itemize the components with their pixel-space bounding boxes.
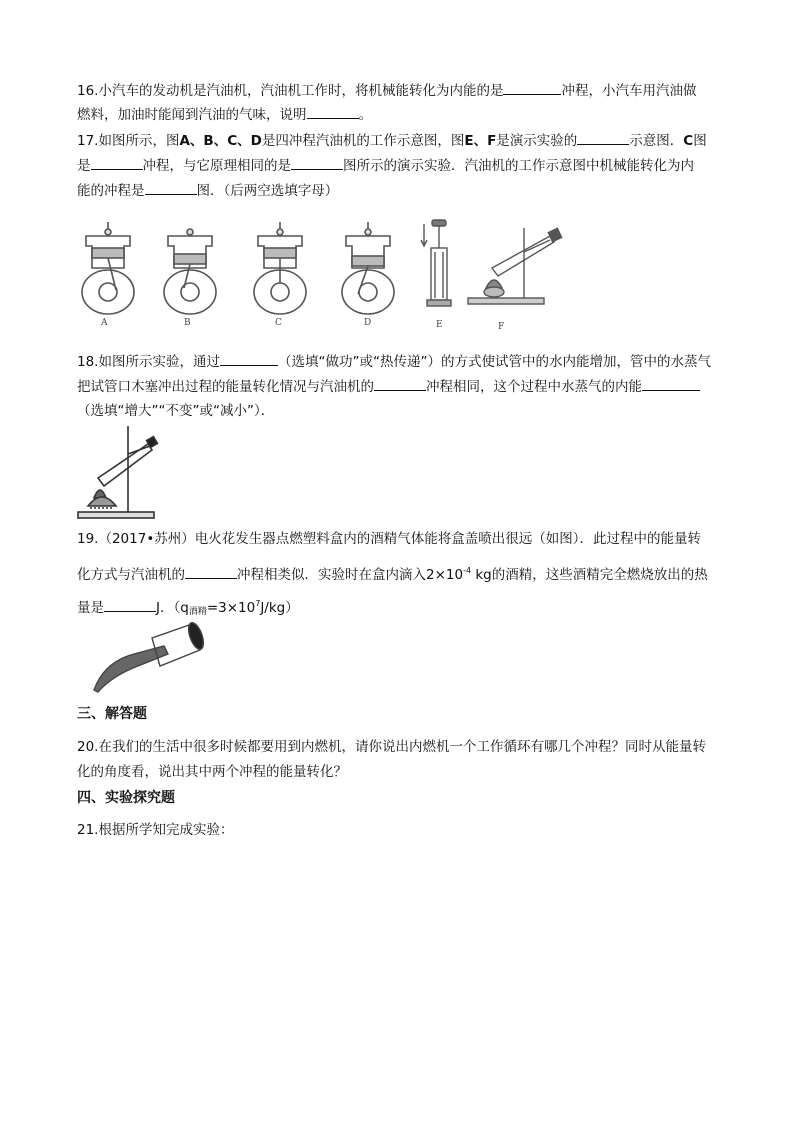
figure-label-a: A: [101, 318, 108, 328]
q18-line2: 把试管口木塞冲出过程的能量转化情况与汽油机的 冲程相同，这个过程中水蒸气的内能: [77, 376, 700, 397]
q17-line1: 17.如图所示，图A、B、C、D是四冲程汽油机的工作示意图，图E、F是演示实验的 示意图．C图: [77, 130, 707, 151]
q18-blank-2[interactable]: [374, 376, 426, 391]
figure-label-b: B: [184, 318, 191, 328]
q17-blank-4[interactable]: [145, 180, 197, 195]
section-title-experiment: 四、实验探究题: [77, 790, 175, 806]
q18-line1: 18.如图所示实验，通过 （选填“做功”或“热传递”）的方式使试管中的水内能增加，管中的水蒸气: [77, 351, 711, 372]
q19-blank-2[interactable]: [104, 597, 156, 612]
q18-line3: （选填“增大”“不变”或“减小”）．: [77, 403, 275, 419]
q17-blank-2[interactable]: [91, 155, 143, 170]
q19-line2: 化方式与汽油机的 冲程相类似．实验时在盒内滴入$2\times 10^{-4}$ kg的酒精，这些酒精完全燃烧放出的热: [77, 566, 708, 583]
figure-label-c: C: [275, 318, 282, 328]
q20-line2: 化的角度看，说出其中两个冲程的能量转化？: [77, 764, 347, 780]
q18-blank-1[interactable]: [220, 351, 278, 366]
engine-figure-d: [336, 218, 400, 316]
q20-line1: 20.在我们的生活中很多时候都要用到内燃机，请你说出内燃机一个工作循环有哪几个冲程？同时从能量转: [77, 739, 706, 755]
q17-line3: 能的冲程是 图．（后两空选填字母）: [77, 180, 338, 201]
q16-blank-1[interactable]: [503, 80, 561, 95]
q17-line2: 是 冲程，与它原理相同的是 图所示的演示实验．汽油机的工作示意图中机械能转化为内: [77, 155, 694, 176]
figure-label-d: D: [364, 318, 372, 328]
q18-blank-3[interactable]: [642, 376, 700, 391]
piston-compression-figure-e: [418, 218, 458, 312]
q16-blank-2[interactable]: [307, 104, 359, 119]
figure-label-f: F: [498, 322, 505, 332]
q16-line1: 16.小汽车的发动机是汽油机，汽油机工作时，将机械能转化为内能的是 冲程，小汽车用汽油做: [77, 80, 696, 101]
q16-line2: 燃料，加油时能闻到汽油的气味，说明 。: [77, 104, 372, 125]
spark-generator-figure: [90, 620, 220, 696]
figure-label-e: E: [436, 320, 443, 330]
q19-line1: 19.（2017•苏州）电火花发生器点燃塑料盒内的酒精气体能将盒盖喷出很远（如图）．此过程中的能量转: [77, 531, 702, 547]
q19-line3: 量是 J．$(q_{酒精}=3\times 10^7J/kg)$: [77, 599, 299, 617]
test-tube-heating-figure: [76, 424, 162, 520]
q19-blank-1[interactable]: [185, 564, 237, 579]
engine-figure-a: [76, 218, 140, 316]
q17-blank-1[interactable]: [577, 130, 629, 145]
q21-line1: 21.根据所学知完成实验：: [77, 822, 234, 838]
q17-blank-3[interactable]: [291, 155, 343, 170]
engine-figure-b: [158, 218, 222, 316]
test-tube-steam-figure-f: [462, 218, 572, 312]
section-title-answer: 三、解答题: [77, 706, 147, 722]
engine-figure-c: [248, 218, 312, 316]
